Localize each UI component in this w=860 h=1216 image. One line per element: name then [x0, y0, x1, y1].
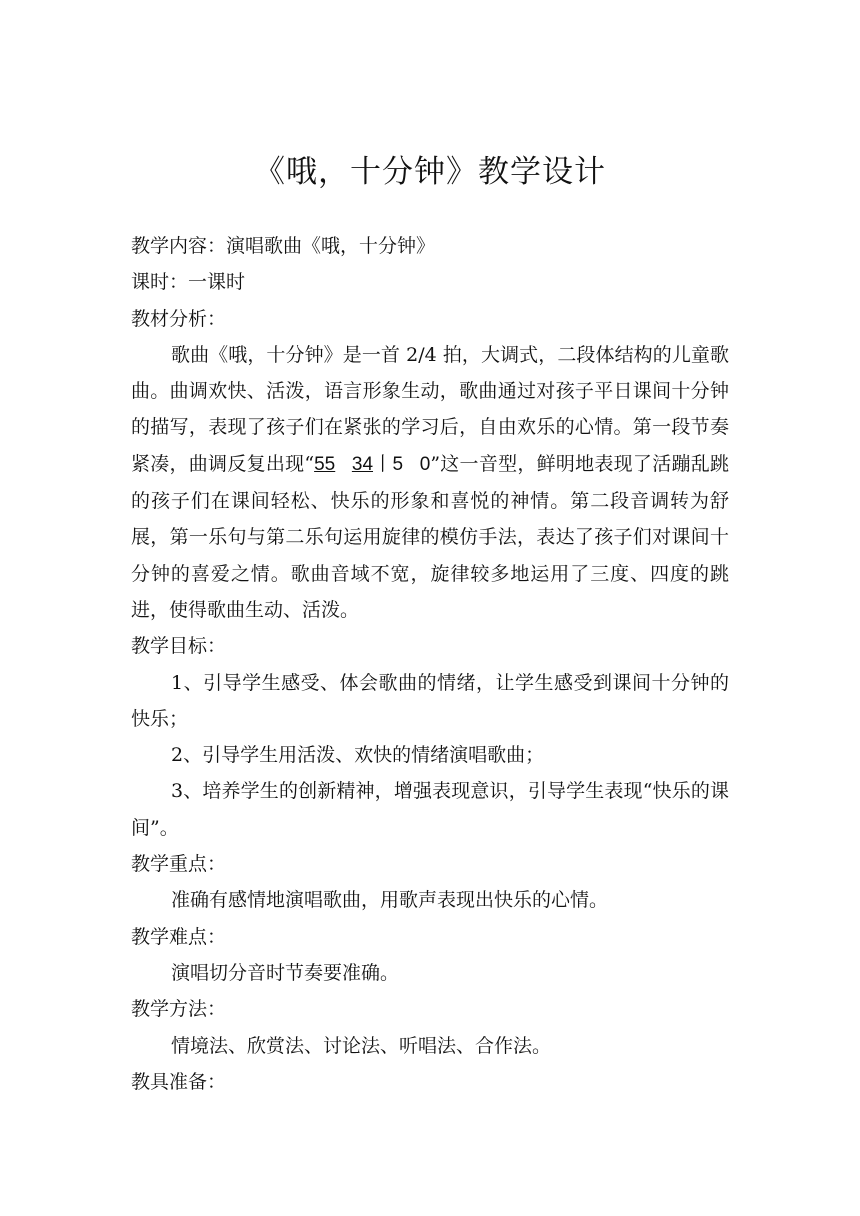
analysis-heading: 教材分析：: [131, 307, 227, 330]
tools-heading: 教具准备：: [131, 1070, 227, 1093]
methods-heading: 教学方法：: [131, 998, 227, 1021]
key-points-text: 准确有感情地演唱歌曲，用歌声表现出快乐的心情。: [171, 889, 609, 912]
analysis-text-before: 歌曲《哦，十分钟》是一首 2/4 拍，大调式，二段体结构的儿童歌曲。曲调欢快、活泼，语言形象生动，歌曲通过对孩子平日课间十分钟的描写，表现了孩子们在紧张的学习后，自由欢乐的心情。第一段节奏紧凑，曲调反复出现“: [131, 343, 729, 475]
document-title: 《哦，十分钟》教学设计: [254, 154, 606, 190]
methods-text: 情境法、欣赏法、讨论法、听唱法、合作法。: [171, 1034, 552, 1057]
teaching-content-line: 教学内容：演唱歌曲《哦，十分钟》: [131, 235, 436, 257]
key-points-heading: 教学重点：: [131, 853, 227, 876]
analysis-paragraph: [131, 337, 729, 628]
class-period-line: 课时：一课时: [131, 271, 246, 294]
notation-bar: 丨5 0: [373, 453, 431, 475]
goal-item: 1、引导学生感受、体会歌曲的情绪，让学生感受到课间十分钟的快乐；: [131, 671, 729, 730]
goal-item: 2、引导学生用活泼、欢快的情绪演唱歌曲；: [171, 744, 545, 767]
document-body: [131, 228, 729, 1100]
analysis-text-after: ”这一音型，鲜明地表现了活蹦乱跳的孩子们在课间轻松、快乐的形象和喜悦的神情。第二段音调转为舒展，第一乐句与第二乐句运用旋律的模仿手法，表达了孩子们对课间十分钟的喜爱之情。歌曲音域不宽，旋律较多地运用了三度、四度的跳进，使得歌曲生动、活泼。: [131, 452, 729, 621]
notation-55: 55: [314, 453, 336, 475]
difficulties-heading: 教学难点：: [131, 925, 227, 948]
notation-34: 34: [351, 453, 374, 475]
goal-item: 3、培养学生的创新精神，增强表现意识，引导学生表现“快乐的课间”。: [131, 780, 729, 839]
goals-heading: 教学目标：: [131, 635, 227, 658]
difficulties-text: 演唱切分音时节奏要准确。: [171, 961, 400, 984]
